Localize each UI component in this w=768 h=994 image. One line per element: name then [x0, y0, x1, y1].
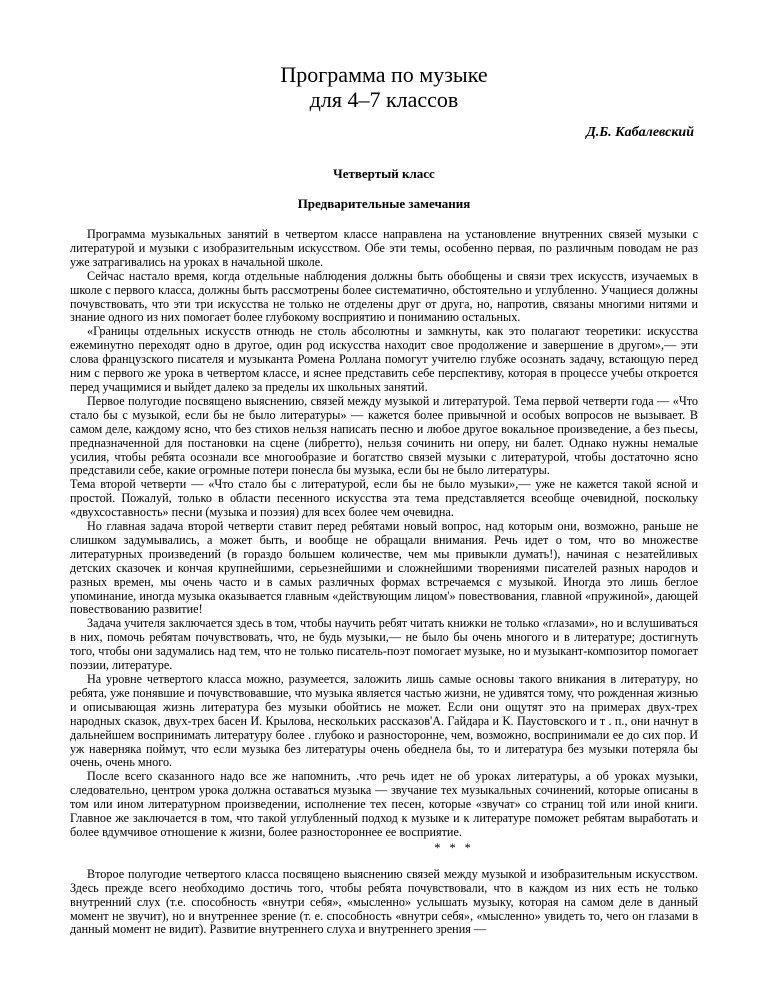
section-heading: Предварительные замечания [297, 196, 471, 211]
paragraph-4: Первое полугодие посвящено выяснению, связей между музыкой и литературой. Тема первой четверти года — «Что стало бы с музыкой, если бы не было литературы» — кажется более привычной и особых вопросов не вызывает. В самом деле, каждому ясно, что без стихов нельзя написать песню и любое другое вокальное произведение, а без пьесы, предназначенной для постановки на сцене (либретто), нельзя сочинить ни оперу, ни балет. Однако нужны немалые усилия, чтобы ребята осознали все многообразие и богатство связей музыки с литературой, чтобы достаточно ясно представили себе, какие огромные потери понесла бы музыка, если бы не было литературы. [70, 393, 698, 478]
paragraph-9: После всего сказанного надо все же напомнить, .что речь идет не об уроках литературы, а об уроках музыки, следовательно, центром урока должна оставаться музыка — звучание тех музыкальных сочинений, которые описаны в том или ином литературном произведении, исполнение тех песен, которые «звучат» со страниц той или иной книги. Главное же заключается в том, что такой углубленный подход к музыке и к литературе поможет ребятам выработать и более вдумчивое отношение к жизни, более разностороннее ее восприятие. [70, 769, 698, 839]
paragraph-6: Но главная задача второй четверти ставит перед ребятами новый вопрос, над которым они, возможно, раньше не слишком задумывались, а может быть, и вообще не обращали внимания. Речь идет о том, что во множестве литературных произведений (в гораздо большем количестве, чем мы привыкли думать!), начиная с незатейливых детских сказочек и кончая крупнейшими, серьезнейшими и сложнейшими творениями писателей разных народов и разных времен, мы очень часто и в самых различных формах встречаемся с музыкой. Иногда это лишь беглое упоминание, иногда музыка оказывается главным «действующим лицом'» повествования, главной «пружиной», дающей повествованию развитие! [70, 519, 698, 617]
title-line-2: для 4–7 классов [309, 87, 459, 112]
paragraph-2: Сейчас настало время, когда отдельные наблюдения должны быть обобщены и связи трех искусств, изучаемых в школе с первого класса, должны быть рассмотрены более систематично, обстоятельно и углубленно. Учащиеся должны почувствовать, что эти три искусства не только не отделены друг от друга, но, напротив, связаны многими нитями и знание одного из них помогает более глубокому восприятию и пониманию остальных. [70, 268, 698, 325]
grade-heading: Четвертый класс [333, 166, 435, 181]
document-body [70, 228, 698, 937]
paragraph-5: Тема второй четверти — «Что стало бы с литературой, если бы не было музыки»,— уже не кажется такой ясной и простой. Пожалуй, только в области песенного искусства эта тема представляется всеобще очевидной, поскольку «двухсоставность» песни (музыка и поэзия) для всех более чем очевидна. [70, 477, 698, 520]
paragraph-10: Второе полугодие четвертого класса посвящено выяснению связей между музыкой и изобразительным искусством. Здесь прежде всего необходимо достичь того, чтобы ребята почувствовали, что в каждом из них есть не только внутренний слух (т.е. способность «внутри себя», «мысленно» услышать музыку, которая на самом деле в данный момент не звучит), но и внутреннее зрение (т. е. способность «внутри себя», «мысленно» увидеть то, чего он глазами в данный момент не видит). Развитие внутреннего слуха и внутреннего зрения — [70, 866, 698, 937]
paragraph-1: Программа музыкальных занятий в четвертом классе направлена на установление внутренних связей музыки с литературой и музыки с изобразительным искусством. Обе эти темы, особенно первая, по различным поводам не раз уже затрагивались на уроках в начальной школе. [70, 227, 698, 269]
section-separator: * * * [434, 840, 474, 855]
paragraph-3: «Границы отдельных искусств отнюдь не столь абсолютны и замкнуты, как это полагают теоретики: искусства ежеминутно переходят одно в другое, один род искусства находит свое продолжение и завершение в другом»,— эти слова французского писателя и музыканта Ромена Роллана помогут учителю глубже осознать задачу, встающую перед ним с первого же урока в четвертом классе, и яснее представить себе перспективу, которая в процессе учебы откроется перед учащимися и выйдет далеко за пределы их школьных занятий. [70, 324, 698, 394]
paragraph-8: На уровне четвертого класса можно, разумеется, заложить лишь самые основы такого вникания в литературу, но ребята, уже понявшие и почувствовавшие, что музыка является частью жизни, не удивятся тому, что рожденная жизнью и описывающая жизнь литература без музыки обойтись не может. Если они ощутят это на примерах двух-трех народных сказок, двух-трех басен И. Крылова, нескольких рассказов'А. Гайдара и К. Паустовского и т . п., они начнут в дальнейшем воспринимать литературу более . глубоко и разносторонне, чем, возможно, воспринимали ее до сих пор. И уж наверняка поймут, что если музыка без литературы очень обеднела бы, то и литература без музыки потеряла бы очень, очень много. [70, 672, 698, 770]
author-name: Д.Б. Кабалевский [586, 125, 694, 140]
title-line-1: Программа по музыке [280, 62, 488, 87]
document-title [70, 62, 698, 112]
paragraph-7: Задача учителя заключается здесь в том, чтобы научить ребят читать книжки не только «глазами», но и вслушиваться в них, помочь ребятам почувствовать, что, не будь музыки,— не было бы очень многого и в литературе; достигнуть того, чтобы они задумались над тем, что не только писатель-поэт помогает музыке, но и музыкант-композитор помогает поэзии, литературе. [70, 616, 698, 673]
